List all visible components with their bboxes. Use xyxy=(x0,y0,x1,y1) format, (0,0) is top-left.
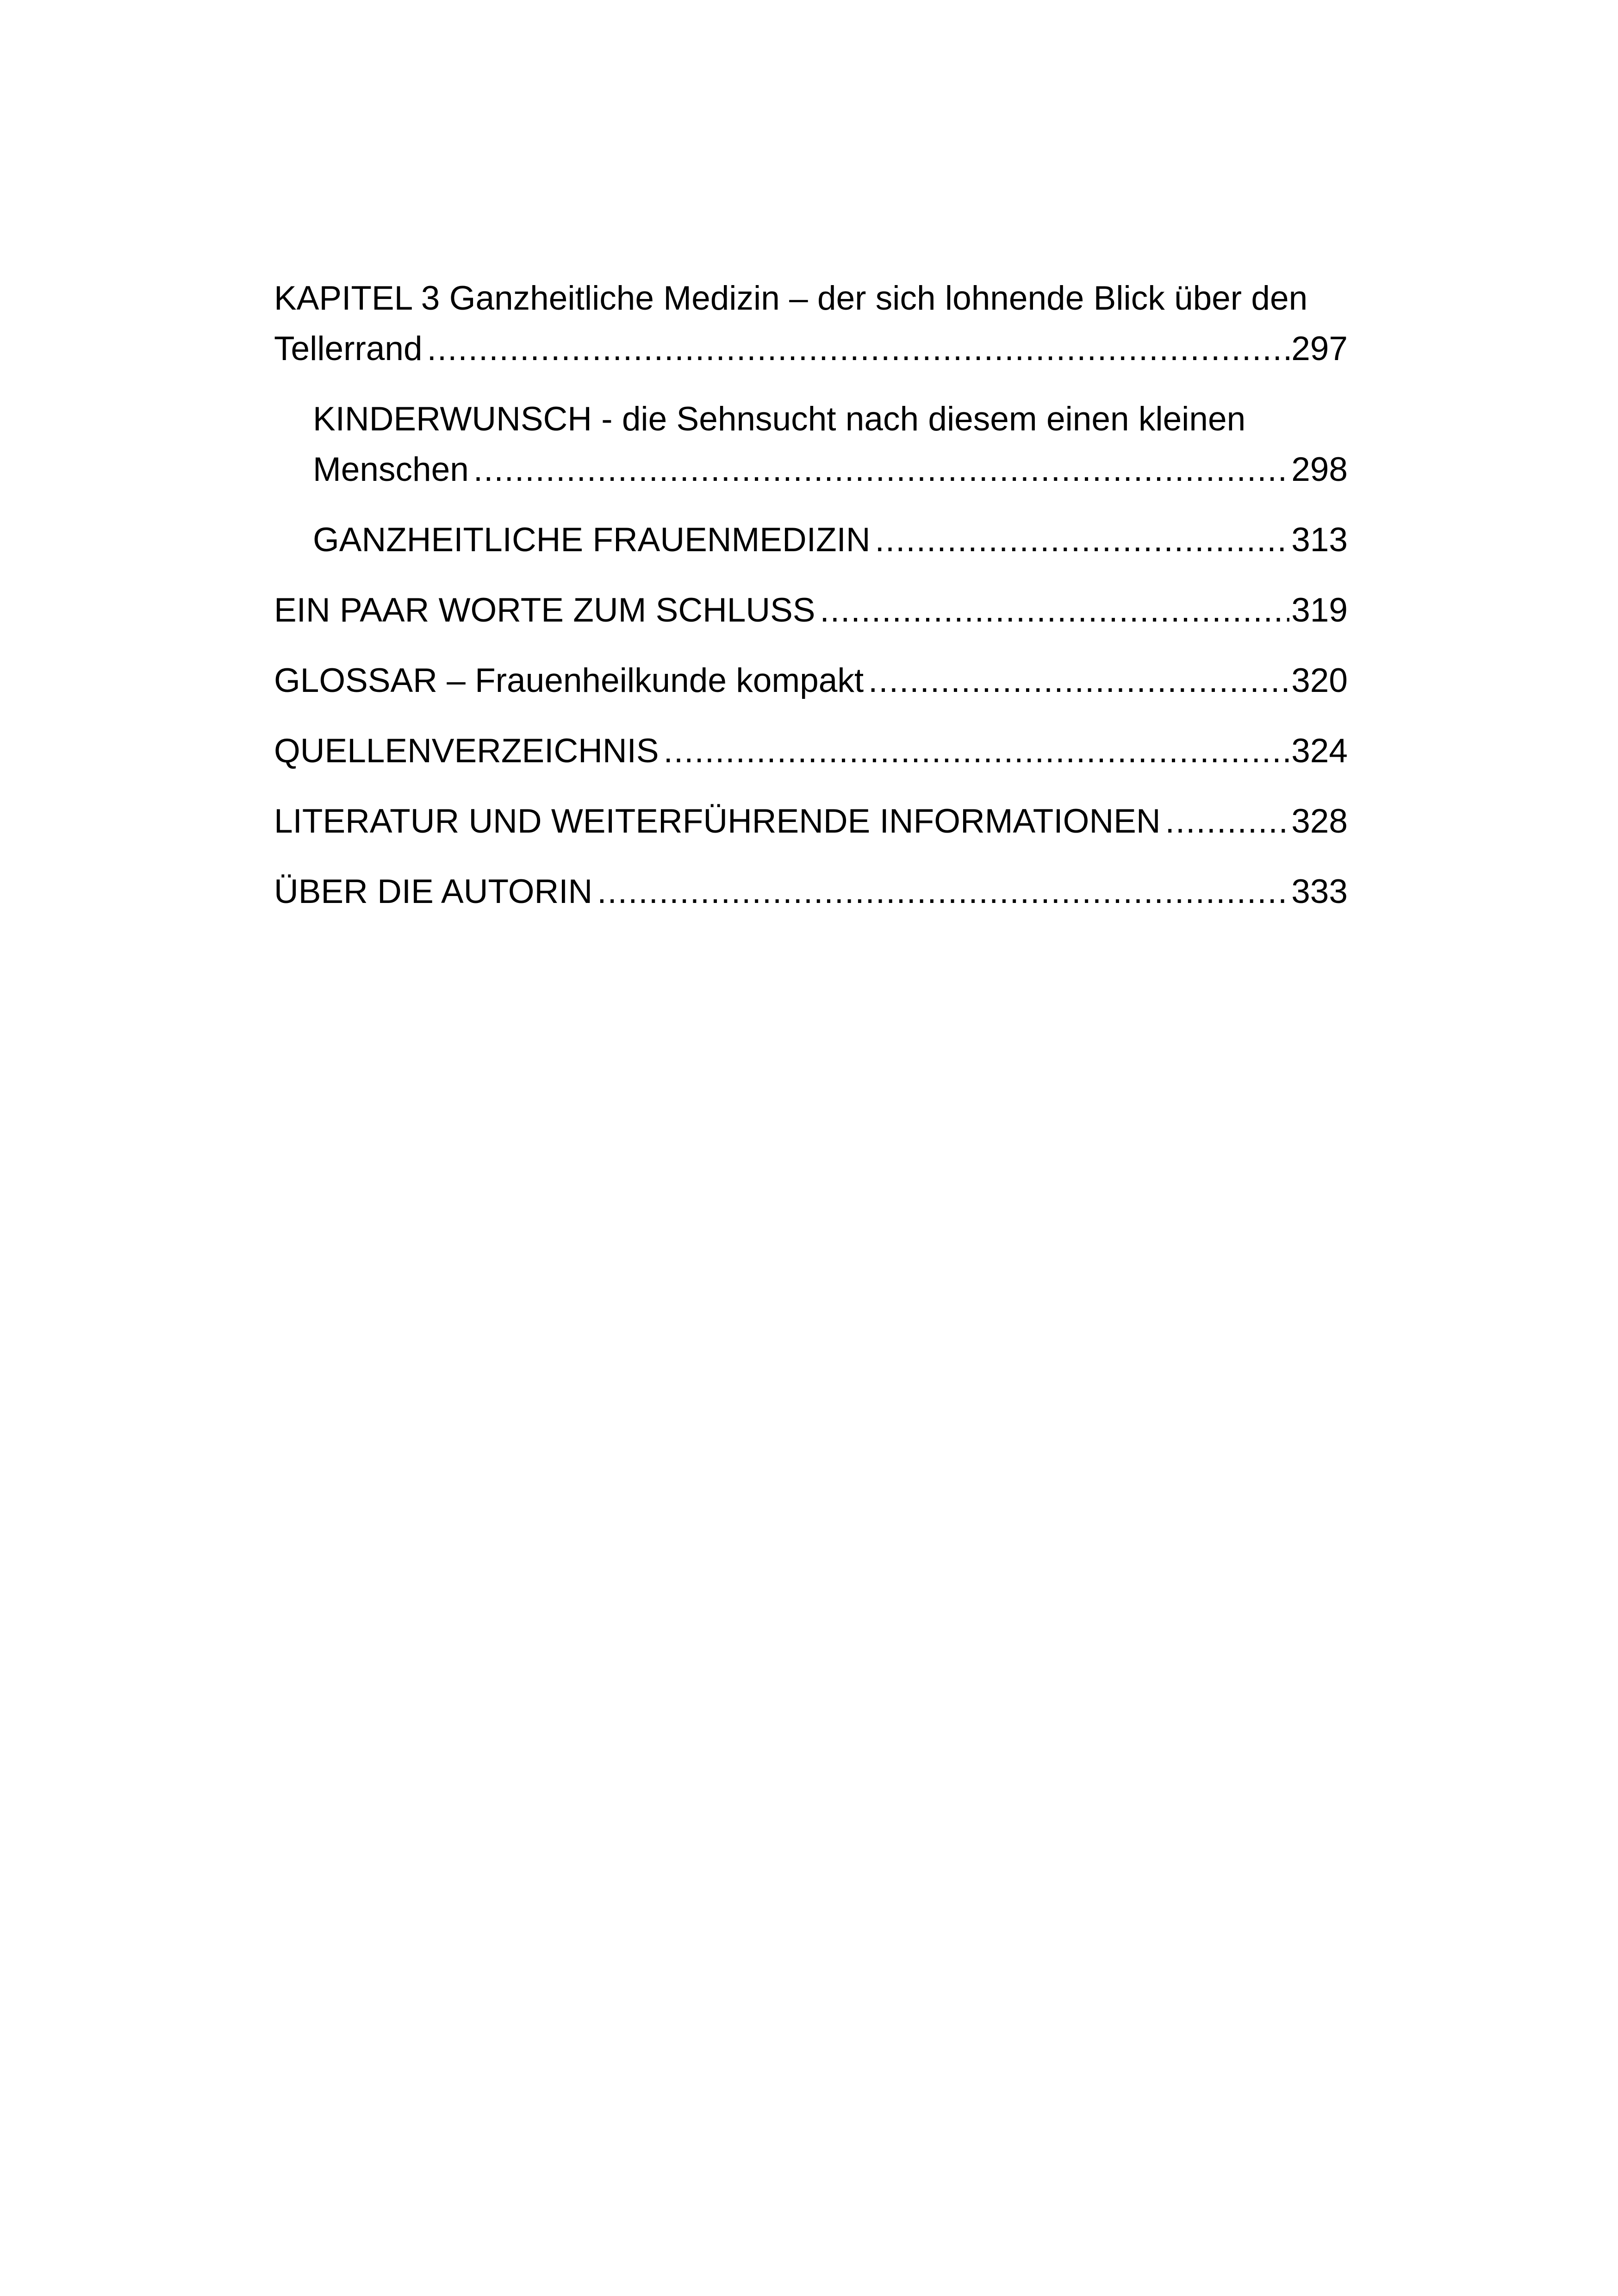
toc-page-number: 320 xyxy=(1291,662,1348,699)
toc-entry-title: QUELLENVERZEICHNIS xyxy=(274,732,659,770)
toc-entry-ein-paar-worte[interactable] xyxy=(274,585,1348,635)
toc-entry-kapitel-3[interactable] xyxy=(274,273,1348,374)
toc-page-number: 313 xyxy=(1291,521,1348,559)
toc-entry-title-line1: KINDERWUNSCH - die Sehnsucht nach diesem einen kleinen xyxy=(313,400,1246,438)
toc-entry-line xyxy=(274,585,1348,635)
toc-entry-title: GLOSSAR – Frauenheilkunde kompakt xyxy=(274,662,864,699)
toc-page-number: 298 xyxy=(1291,451,1348,488)
toc-entry-line xyxy=(274,866,1348,917)
toc-entry-line xyxy=(274,796,1348,846)
toc-entry-literatur[interactable] xyxy=(274,796,1348,846)
toc-entry-title: EIN PAAR WORTE ZUM SCHLUSS xyxy=(274,591,815,629)
dot-leader xyxy=(597,866,1289,917)
dot-leader xyxy=(820,585,1290,635)
dot-leader xyxy=(427,324,1290,374)
toc-entry-title: Tellerrand xyxy=(274,330,423,367)
toc-entry-last-line xyxy=(274,324,1348,374)
toc-entry-kinderwunsch[interactable] xyxy=(274,394,1348,495)
toc-entry-title: GANZHEITLICHE FRAUENMEDIZIN xyxy=(313,521,871,559)
toc-entry-line xyxy=(313,515,1348,565)
toc-page-number: 328 xyxy=(1291,803,1348,840)
dot-leader xyxy=(868,655,1289,706)
toc-entry-title: Menschen xyxy=(313,451,469,488)
toc-entry-quellenverzeichnis[interactable] xyxy=(274,726,1348,776)
toc-entry-ganzheitliche-frauenmedizin[interactable] xyxy=(274,515,1348,565)
toc-entry-last-line xyxy=(313,444,1348,495)
toc-entry-title-line1: KAPITEL 3 Ganzheitliche Medizin – der sich lohnende Blick über den xyxy=(274,280,1308,317)
toc-page-number: 297 xyxy=(1291,330,1348,367)
dot-leader xyxy=(875,515,1290,565)
toc-entry-title: LITERATUR UND WEITERFÜHRENDE INFORMATIONEN xyxy=(274,803,1161,840)
toc-entry-line xyxy=(274,726,1348,776)
dot-leader xyxy=(473,444,1289,495)
toc-page-number: 319 xyxy=(1291,591,1348,629)
toc-entry-line xyxy=(274,655,1348,706)
table-of-contents xyxy=(274,273,1348,937)
toc-entry-ueber-die-autorin[interactable] xyxy=(274,866,1348,917)
toc-entry-glossar[interactable] xyxy=(274,655,1348,706)
toc-entry-title: ÜBER DIE AUTORIN xyxy=(274,873,593,910)
dot-leader xyxy=(1165,796,1290,846)
dot-leader xyxy=(664,726,1290,776)
toc-entry-first-line xyxy=(313,394,1348,444)
toc-page-number: 333 xyxy=(1291,873,1348,910)
toc-entry-first-line xyxy=(274,273,1348,324)
toc-page-number: 324 xyxy=(1291,732,1348,770)
